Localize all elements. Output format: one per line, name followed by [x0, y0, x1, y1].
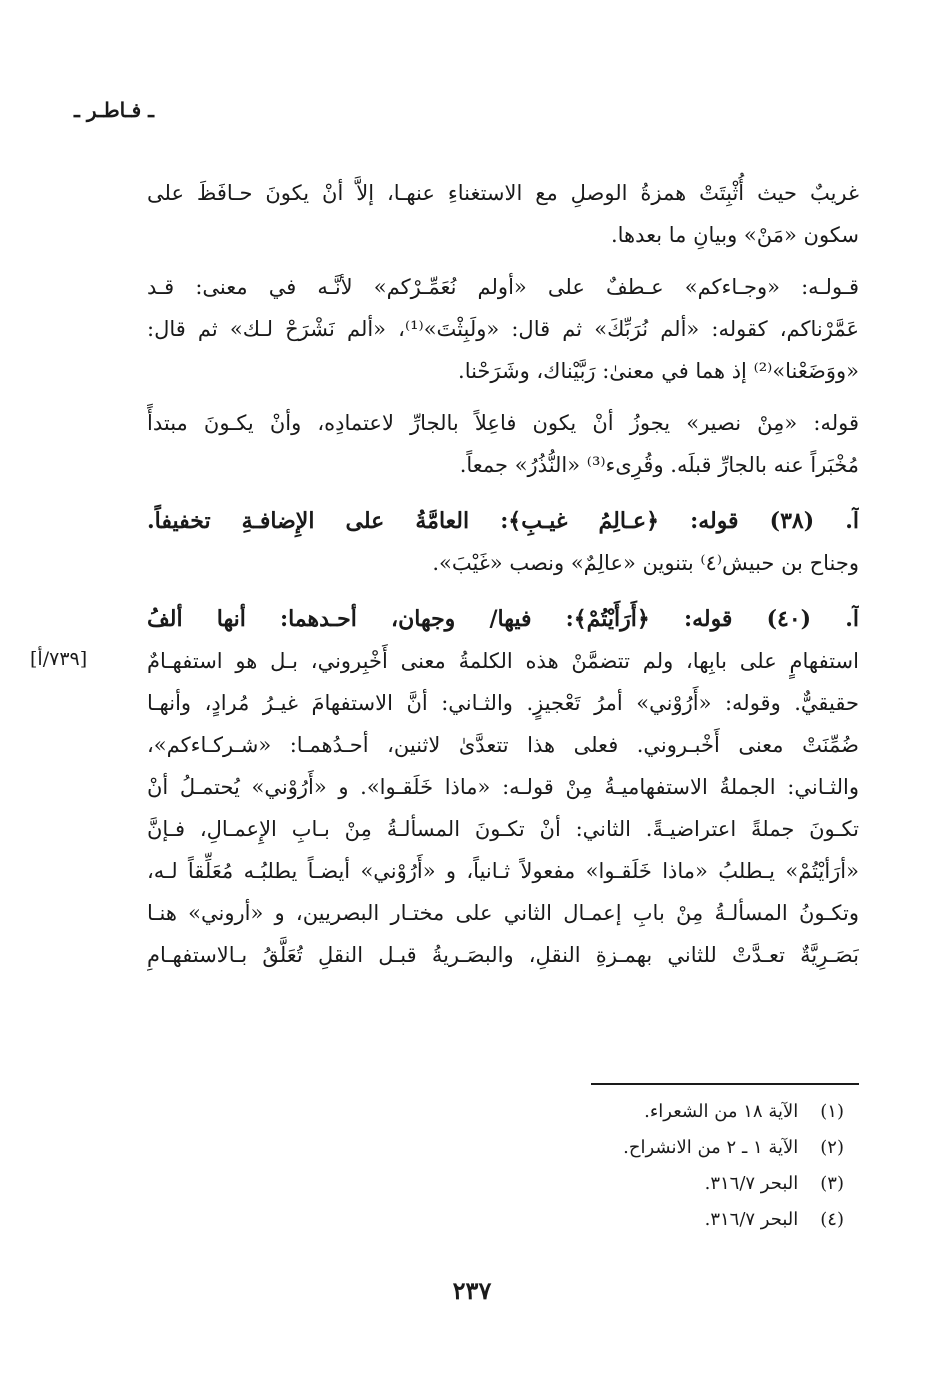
text-line: وتكـونُ المسألـةُ مِنْ بابِ إعمـال الثاني على مختـار البصريين، و «أروني» هنـا [147, 901, 859, 925]
running-header: ـ فـاطـر ـ [74, 98, 154, 122]
text-line: حقيقيٌّ. وقوله: «أَرُوْني» أمرُ تَعْجيزٍ. والثـاني: أنَّ الاستفهامَ غيـرُ مُرادٍ، وأنهـا [147, 691, 859, 715]
text-line: «أرَأيْتُمْ» يـطلبُ «ماذا خَلَقـوا» مفعولاً ثـانياً، و «أَرُوْني» أيضـاً يطلبُـه مُعَلِّقاً لـه، [147, 859, 859, 883]
margin-folio-note: [٧٣٩/أ] [30, 648, 88, 670]
text-line: سكون «مَنْ» وبيانِ ما بعدها. [610, 223, 859, 247]
footnote-number: (٣) [820, 1173, 844, 1194]
text-line: والثـاني: الجملةُ الاستفهاميـةُ مِنْ قولـه: «ماذا خَلَقـوا». و «أَرُوْني» يُحتمـلُ أنْ [147, 775, 859, 799]
text-line: «ووَضَعْنا»⁽²⁾ إذ هما في معنىٰ: رَبَّيْناك، وشَرَحْنا. [458, 359, 859, 383]
main-text [147, 172, 859, 976]
text-line: غريبٌ حيث أُثْبِتَتْ همزةُ الوصلِ مع الاستغناءِ عنهـا، إلاَّ أنْ يكونَ حـافَظَ على [147, 181, 859, 205]
footnote-number: (٢) [820, 1137, 844, 1158]
text-line: مُخْبَراً عنه بالجارِّ قبلَه. وقُرِىء⁽³⁾ «النُّذُرُ» جمعاً. [459, 453, 859, 477]
verse-heading-38: آ. (٣٨) قوله: ﴿عـالِمُ غيـبِ﴾: العامَّةُ على الإِضافـةِ تخفيفاً. [147, 508, 859, 534]
verse-heading-40: آ. (٤٠) قوله: ﴿أَرَأَيْتُمْ﴾: فيها/ وجهان، أحـدهما: أنها ألفُ [147, 606, 859, 632]
text-line: وجناح بن حبيش⁽٤⁾ بتنوين «عالِمٌ» ونصب «غَيْبَ». [432, 551, 859, 575]
footnote-number: (١) [820, 1101, 844, 1122]
text-line: استفهامٍ على بابِها، ولم تتضمَّنْ هذه الكلمةُ معنى أَخْبِروني، بـل هو استفهـامٌ [147, 649, 859, 673]
footnote-text: البحر ٣١٦/٧. [704, 1173, 799, 1194]
footnote-number: (٤) [820, 1209, 844, 1230]
text-line: قـولـه: «وجـاءكم» عـطفٌ على «أولم نُعَمِّـرْكم» لأنَّـه في معنى: قـد [147, 275, 859, 299]
text-line: عَمَّرْناكم، كقوله: «ألم نُرَبِّكَ» ثم قال: «ولَبِثْتَ»⁽¹⁾، «ألم نَشْرَحْ لـك» ثم قال: [147, 317, 859, 341]
footnote-text: الآية ١ ـ ٢ من الانشراح. [623, 1137, 799, 1158]
footnotes [444, 1094, 844, 1238]
text-line: بَصَـرِيَّةٌ تعـدَّتْ للثاني بهمـزةِ النقلِ، والبصَـريةُ قبـل النقلِ تُعَلَّقُ بـالاستفهـامِ [147, 943, 859, 967]
text-line: قوله: «مِنْ نصير» يجوزُ أنْ يكون فاعِلاً بالجارِّ لاعتمادِه، وأنْ يكـونَ مبتدأً [147, 411, 859, 435]
footnote [444, 1094, 844, 1130]
footnote [444, 1166, 844, 1202]
text-line: تكـونَ جملةً اعتراضيـةً. الثاني: أنْ تكـونَ المسألـةُ مِنْ بـابِ الإِعمـالِ، فـإنَّ [147, 817, 859, 841]
footnote-text: البحر ٣١٦/٧. [704, 1209, 799, 1230]
page-number: ٢٣٧ [452, 1276, 492, 1305]
footnote-text: الآية ١٨ من الشعراء. [644, 1101, 799, 1122]
footnote [444, 1130, 844, 1166]
footnote [444, 1202, 844, 1238]
text-line: ضُمِّنَتْ معنى أَخْبـروني. فعلى هذا تتعدَّىٰ لاثنين، أحـدُهمـا: «شـركـاءكم»، [147, 733, 859, 757]
footnote-divider [591, 1083, 859, 1085]
